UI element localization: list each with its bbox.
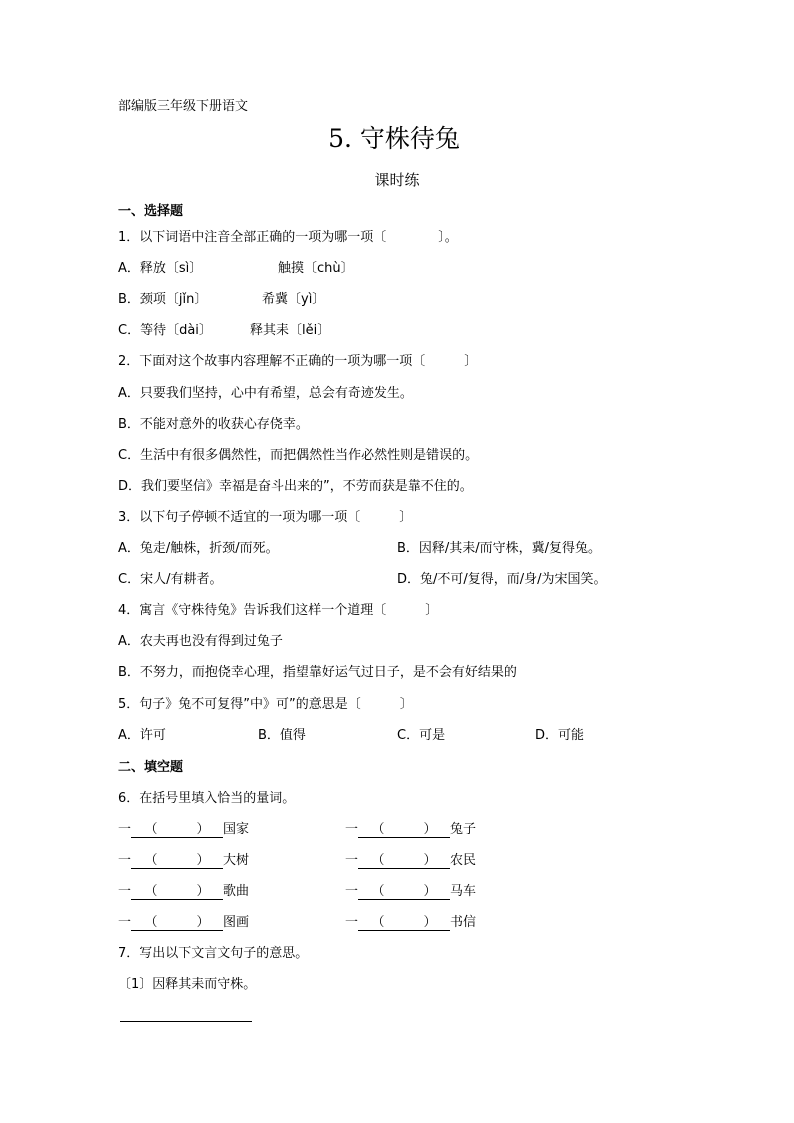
measure-noun: 农民 [450,853,477,868]
question-1-option-a-right: 触摸〔chù〕 [278,261,354,276]
question-2-option-c: C．生活中有很多偶然性，而把偶然性当作必然性则是错误的。 [118,448,479,463]
question-5-option-c: C．可是 [397,728,446,743]
question-2-option-d: D．我们要坚信》幸福是奋斗出来的”，不劳而获是靠不住的。 [118,479,473,494]
measure-prefix: 一 [118,884,132,899]
question-3-option-a: A．兔走/触株，折颈/而死。 [118,541,279,556]
question-3-option-d: D．兔/不可/复得，而/身/为宋国笑。 [397,572,607,587]
measure-word-blank[interactable]: （ ） [358,884,450,900]
question-3-option-b: B．因释/其耒/而守株，冀/复得兔。 [397,541,602,556]
section-heading-choice: 一、选择题 [118,204,184,219]
fill-row [345,853,476,869]
answer-line[interactable] [120,1021,252,1022]
measure-prefix: 一 [345,884,359,899]
question-7-stem: 7．写出以下文言文句子的意思。 [118,946,309,961]
question-1-stem: 1．以下词语中注音全部正确的一项为哪一项〔 〕。 [118,230,458,245]
measure-prefix: 一 [345,853,359,868]
section-heading-fill: 二、填空题 [118,760,184,775]
question-5-option-a: A．许可 [118,728,166,743]
question-5-stem: 5．句子》兔不可复得”中》可”的意思是〔 〕 [118,697,413,712]
measure-prefix: 一 [118,822,132,837]
question-3-option-c: C．宋人/有耕者。 [118,572,223,587]
page-subtitle: 课时练 [374,171,420,189]
question-2-stem: 2．下面对这个故事内容理解不正确的一项为哪一项〔 〕 [118,354,478,369]
question-2-option-a: A．只要我们坚持，心中有希望，总会有奇迹发生。 [118,386,413,401]
question-1-option-b-left: B．颈项〔jǐn〕 [118,292,208,307]
fill-row [345,915,476,931]
title-text: 5. 守株待兔 [328,124,460,153]
question-4-option-a: A．农夫再也没有得到过兔子 [118,634,283,649]
question-1-option-b-right: 希冀〔yì〕 [262,292,326,307]
measure-noun: 书信 [450,915,477,930]
fill-row [118,915,249,931]
measure-prefix: 一 [345,915,359,930]
page-title [0,124,794,154]
measure-word-blank[interactable]: （ ） [131,884,223,900]
fill-row [118,822,249,838]
measure-noun: 图画 [223,915,250,930]
question-5-option-d: D．可能 [535,728,585,743]
measure-word-blank[interactable]: （ ） [358,915,450,931]
question-1-option-a-left: A．释放〔sì〕 [118,261,203,276]
measure-prefix: 一 [345,822,359,837]
subject-header: 部编版三年级下册语文 [118,99,249,114]
question-3-stem: 3．以下句子停顿不适宜的一项为哪一项〔 〕 [118,510,413,525]
measure-word-blank[interactable]: （ ） [131,853,223,869]
question-4-stem: 4．寓言《守株待兔》告诉我们这样一个道理〔 〕 [118,603,439,618]
measure-noun: 兔子 [450,822,477,837]
question-7-sub-1: 〔1〕因释其耒而守株。 [118,977,257,992]
fill-row [345,822,476,838]
measure-word-blank[interactable]: （ ） [358,853,450,869]
measure-prefix: 一 [118,853,132,868]
fill-row [345,884,476,900]
question-2-option-b: B．不能对意外的收获心存侥幸。 [118,417,309,432]
question-1-option-c-left: C．等待〔dài〕 [118,323,212,338]
measure-noun: 国家 [223,822,250,837]
measure-word-blank[interactable]: （ ） [131,822,223,838]
measure-word-blank[interactable]: （ ） [131,915,223,931]
question-5-option-b: B．值得 [258,728,306,743]
measure-noun: 歌曲 [223,884,250,899]
measure-word-blank[interactable]: （ ） [358,822,450,838]
fill-row [118,853,249,869]
measure-prefix: 一 [118,915,132,930]
question-6-stem: 6．在括号里填入恰当的量词。 [118,791,296,806]
question-1-option-c-right: 释其耒〔lěi〕 [250,323,331,338]
question-4-option-b: B．不努力，而抱侥幸心理，指望靠好运气过日子，是不会有好结果的 [118,665,517,680]
measure-noun: 大树 [223,853,250,868]
fill-row [118,884,249,900]
measure-noun: 马车 [450,884,477,899]
